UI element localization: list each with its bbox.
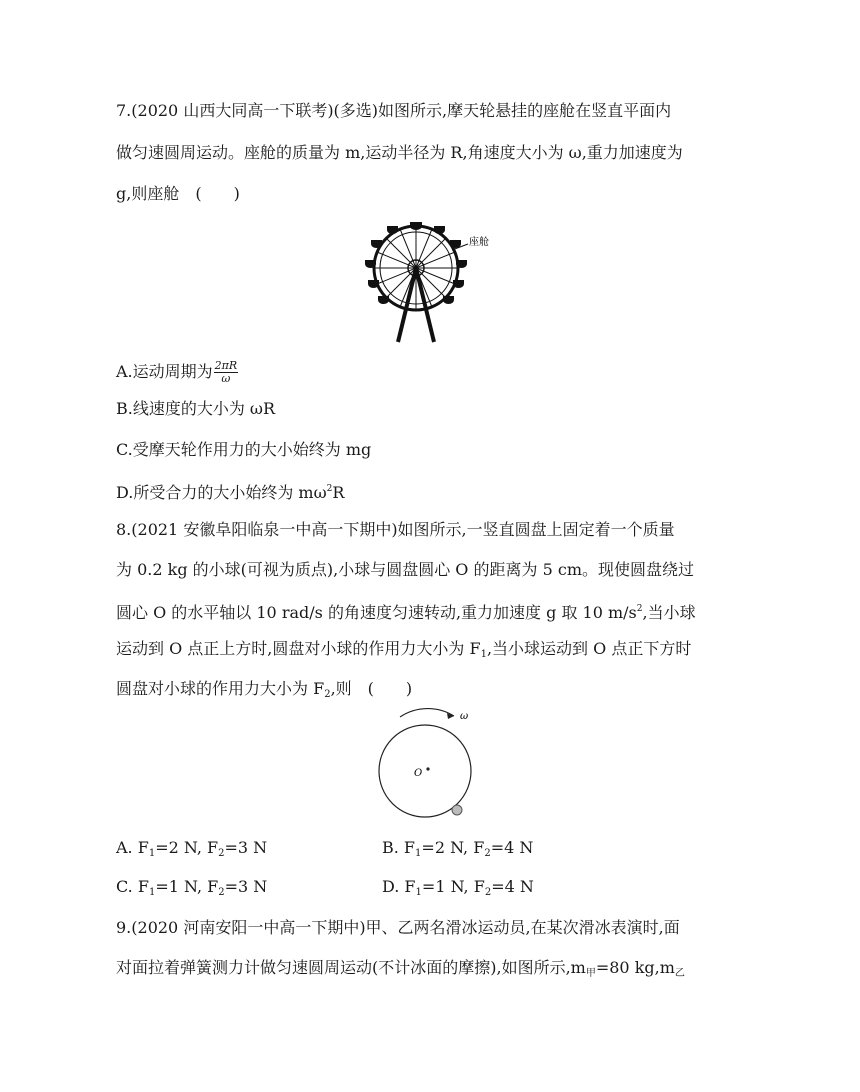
center-o-label: O: [414, 768, 423, 779]
q7-stem-line1: 7.(2020 山西大同高一下联考)(多选)如图所示,摩天轮悬挂的座舱在竖直平面内: [116, 101, 672, 120]
q7-option-d[interactable]: D.所受合力的大小始终为 $m\omega^2R$: [116, 483, 345, 502]
figure-label-cabin: 座舱: [469, 237, 489, 248]
q8-stem-line1: 8.(2021 安徽阜阳临泉一中高一下期中)如图所示,一竖直圆盘上固定着一个质量: [116, 520, 675, 539]
q9-stem-line2: 对面拉着弹簧测力计做匀速圆周运动(不计冰面的摩擦),如图所示$,m_甲=80$ $kg,m_乙$: [116, 958, 685, 979]
q8-option-b[interactable]: B. $F_1=2$ N, $F_2=4$ N: [382, 838, 534, 859]
q8-option-d[interactable]: D. $F_1=1$ N, $F_2=4$ N: [382, 877, 534, 898]
q7-stem-line2: 做匀速圆周运动。座舱的质量为 m,运动半径为 R,角速度大小为 ω,重力加速度为: [116, 143, 683, 162]
omega-label: ω: [460, 711, 469, 722]
q8-stem-line2: 为 0.2 kg 的小球(可视为质点),小球与圆盘圆心 O 的距离为 5 cm。现使圆盘绕过: [116, 560, 694, 579]
rotating-disc-figure: [370, 704, 490, 820]
fraction-2piR-over-omega: $\frac{2\pi R}{\omega}$: [214, 359, 238, 385]
q8-stem-line4: 运动到 O 点正上方时,圆盘对小球的作用力大小为 $F_1$,当小球运动到 O 点正下方时: [116, 639, 692, 660]
q7-stem-line3: g,则座舱 ( ): [116, 184, 240, 203]
ferris-wheel-figure: [360, 222, 500, 344]
q7-option-c[interactable]: C.受摩天轮作用力的大小始终为 mg: [116, 440, 372, 459]
q9-stem-line1: 9.(2020 河南安阳一中高一下期中)甲、乙两名滑冰运动员,在某次滑冰表演时,面: [116, 918, 680, 937]
q8-option-c[interactable]: C. $F_1=1$ N, $F_2=3$ N: [116, 877, 268, 898]
q7-option-a[interactable]: A.运动周期为 $\frac{2\pi R}{\omega}$: [116, 359, 238, 385]
q8-stem-line3: 圆心 O 的水平轴以 10 rad/s 的角速度匀速转动,重力加速度 g 取 10 $m/s^2$,当小球: [116, 603, 696, 622]
q8-option-a[interactable]: A. $F_1=2$ N, $F_2=3$ N: [116, 838, 268, 859]
q8-stem-line5: 圆盘对小球的作用力大小为 $F_2$,则 ( ): [116, 679, 413, 700]
q7-option-b[interactable]: B.线速度的大小为 ωR: [116, 399, 276, 418]
